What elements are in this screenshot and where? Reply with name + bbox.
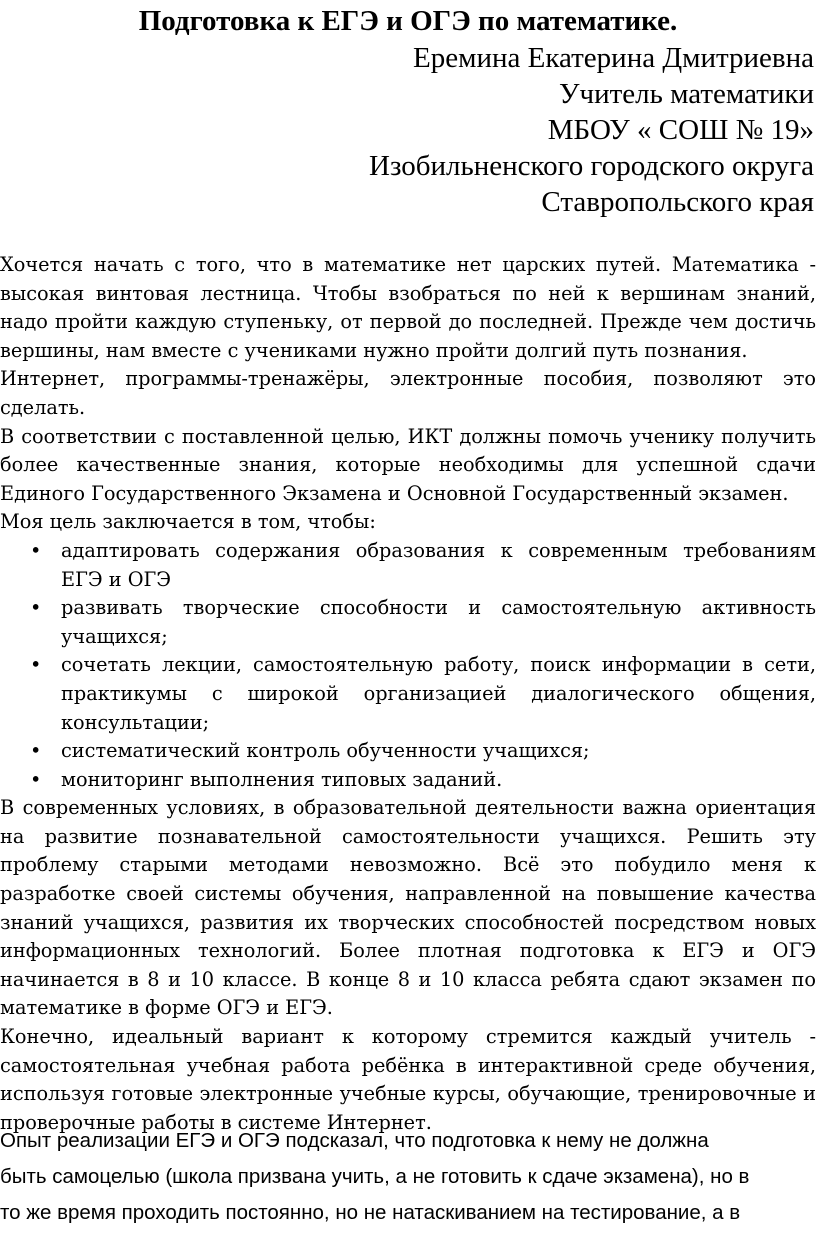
- author-region: Ставропольского края: [541, 186, 814, 218]
- paragraph-line: быть самоцелью (школа призвана учить, а не готовить к сдаче экзамена), но в: [0, 1165, 750, 1188]
- author-school: МБОУ « СОШ № 19»: [547, 114, 814, 146]
- author-name: Еремина Екатерина Дмитриевна: [413, 42, 814, 74]
- paragraph-ideal-variant: Конечно, идеальный вариант к которому стремится каждый учитель - самостоятельная учебная работа ребёнка в интерактивной среде обучения, используя готовые электронные учебные курсы, обучающие, тренировочные и проверочные работы в системе Интернет.: [0, 1025, 816, 1134]
- paragraph-line: то же время проходить постоянно, но не натаскиванием на тестирование, а в: [0, 1201, 741, 1224]
- paragraph-experience: [0, 1123, 816, 1231]
- document-body: [0, 251, 816, 1137]
- goal-item-text: адаптировать содержания образования к современным требованиям ЕГЭ и ОГЭ: [61, 538, 816, 591]
- goal-item-text: мониторинг выполнения типовых заданий.: [61, 767, 503, 791]
- goal-item-text: систематический контроль обученности учащихся;: [61, 739, 590, 763]
- author-position: Учитель математики: [558, 78, 814, 110]
- paragraph-internet: Интернет, программы-тренажёры, электронные пособия, позволяют это сделать.: [0, 367, 816, 419]
- author-district: Изобильненского городского округа: [369, 150, 814, 182]
- goal-item-text: развивать творческие способности и самостоятельную активность учащихся;: [61, 596, 816, 648]
- bullet-icon: •: [30, 767, 42, 791]
- bullet-icon: •: [30, 596, 42, 620]
- bullet-icon: •: [30, 653, 42, 677]
- paragraph-line: Опыт реализации ЕГЭ и ОГЭ подсказал, что подготовка к нему не должна: [0, 1129, 709, 1152]
- document-title: Подготовка к ЕГЭ и ОГЭ по математике.: [138, 5, 678, 37]
- paragraph-ict-goal: В соответствии с поставленной целью, ИКТ должны помочь ученику получить более качественные знания, которые необходимы для успешной сдачи Единого Государственного Экзамена и Основной Государственный экзамен.: [0, 424, 816, 505]
- goal-item: [0, 766, 816, 795]
- bullet-icon: •: [30, 739, 42, 763]
- bullet-icon: •: [30, 538, 42, 562]
- paragraph-modern-conditions: В современных условиях, в образовательной деятельности важна ориентация на развитие познавательной самостоятельности учащихся. Решить эту проблему старыми методами невозможно. Всё это побудило меня к разработке своей системы обучения, направленной на повышение качества знаний учащихся, развития их творческих способностей посредством новых информационных технологий. Более плотная подготовка к ЕГЭ и ОГЭ начинается в 8 и 10 классе. В конце 8 и 10 класса ребята сдают экзамен по математике в форме ОГЭ и ЕГЭ.: [0, 796, 816, 1020]
- goal-item: [0, 651, 816, 737]
- goal-item-text: сочетать лекции, самостоятельную работу, поиск информации в сети, практикумы с широкой организацией диалогического общения, консультации;: [61, 653, 816, 734]
- author-block: [114, 40, 814, 220]
- goal-item: [0, 594, 816, 651]
- goal-item: [0, 737, 816, 766]
- paragraph-intro: Хочется начать с того, что в математике нет царских путей. Математика - высокая винтовая лестница. Чтобы взобраться по ней к вершинам знаний, надо пройти каждую ступеньку, от первой до последней. Прежде чем достичь вершины, нам вместе с учениками нужно пройти долгий путь познания.: [0, 253, 816, 362]
- goal-item: [0, 537, 816, 594]
- goals-list: [0, 537, 816, 794]
- paragraph-my-goal: Моя цель заключается в том, чтобы:: [0, 510, 376, 534]
